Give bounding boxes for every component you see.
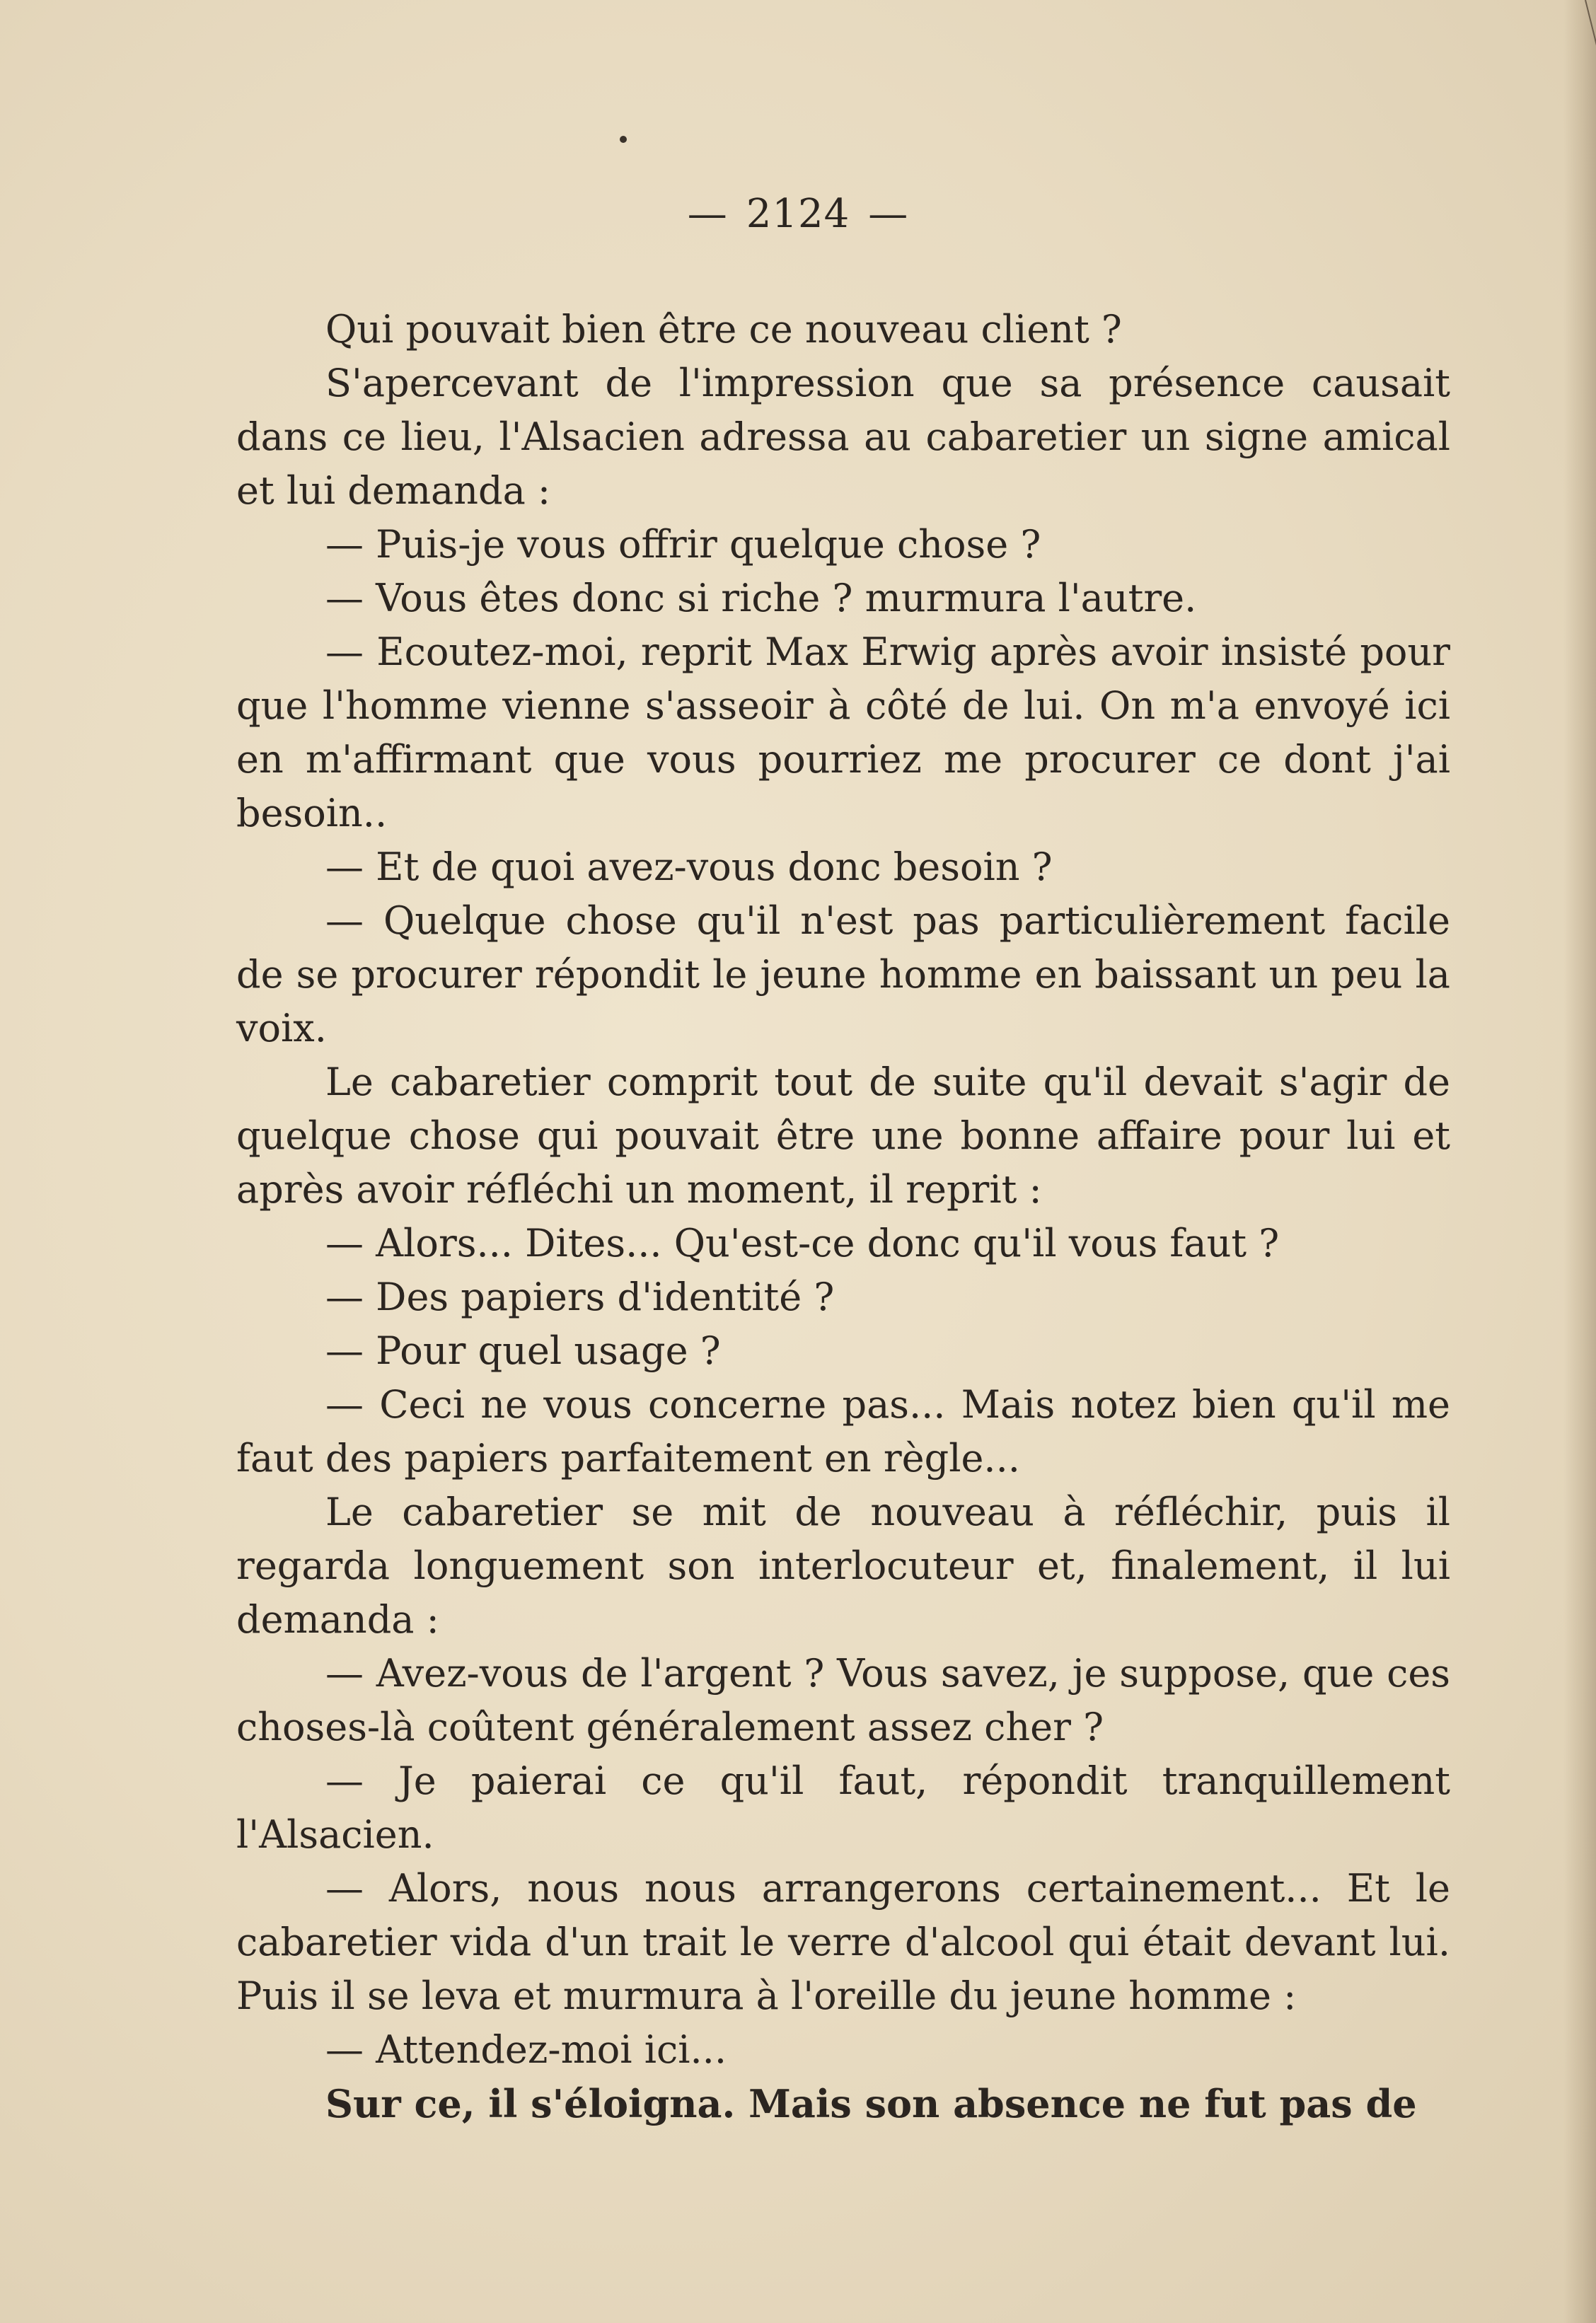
paragraph: — Je paierai ce qu'il faut, répondit tranquillement l'Alsacien. <box>236 1759 1450 1857</box>
paragraph: — Alors, nous nous arrangerons certainement... Et le cabaretier vida d'un trait le verre d'alcool qui était devant lui. Puis il se leva et murmura à l'oreille du jeune homme : <box>236 1866 1450 2018</box>
page-number: 2124 <box>746 191 850 237</box>
header-dash-right: — <box>868 191 909 237</box>
page-edge-shadow <box>1563 0 1596 2323</box>
header-dash-left: — <box>687 191 728 237</box>
paragraph: — Vous êtes donc si riche ? murmura l'autre. <box>325 576 1197 620</box>
paragraph: — Ceci ne vous concerne pas... Mais notez bien qu'il me faut des papiers parfaitement en règle... <box>236 1382 1450 1481</box>
paragraph: Qui pouvait bien être ce nouveau client ? <box>325 307 1122 352</box>
page-header <box>0 191 1596 237</box>
body-text <box>236 303 1450 2131</box>
paragraph: — Avez-vous de l'argent ? Vous savez, je suppose, que ces choses-là coûtent généralement assez cher ? <box>236 1651 1450 1749</box>
paragraph: Le cabaretier comprit tout de suite qu'il devait s'agir de quelque chose qui pouvait être une bonne affaire pour lui et après avoir réfléchi un moment, il reprit : <box>236 1060 1450 1212</box>
paragraph: Le cabaretier se mit de nouveau à réfléchir, puis il regarda longuement son interlocuteur et, finalement, il lui demanda : <box>236 1490 1450 1642</box>
paragraph: — Quelque chose qu'il n'est pas particulièrement facile de se procurer répondit le jeune homme en baissant un peu la voix. <box>236 898 1450 1050</box>
paragraph: — Pour quel usage ? <box>325 1328 721 1373</box>
paragraph-last-line: Sur ce, il s'éloigna. Mais son absence ne fut pas de <box>325 2081 1417 2126</box>
paragraph: — Des papiers d'identité ? <box>325 1275 835 1319</box>
paragraph: — Puis-je vous offrir quelque chose ? <box>325 522 1041 567</box>
paragraph: — Alors... Dites... Qu'est-ce donc qu'il vous faut ? <box>325 1221 1280 1265</box>
paragraph: — Et de quoi avez-vous donc besoin ? <box>325 845 1053 889</box>
ink-dot <box>620 136 627 143</box>
paragraph: S'apercevant de l'impression que sa présence causait dans ce lieu, l'Alsacien adressa au cabaretier un signe amical et lui demanda : <box>236 361 1450 513</box>
paragraph: — Attendez-moi ici... <box>325 2027 727 2072</box>
paragraph: — Ecoutez-moi, reprit Max Erwig après avoir insisté pour que l'homme vienne s'asseoir à côté de lui. On m'a envoyé ici en m'affirmant que vous pourriez me procurer ce dont j'ai besoin.. <box>236 630 1450 835</box>
